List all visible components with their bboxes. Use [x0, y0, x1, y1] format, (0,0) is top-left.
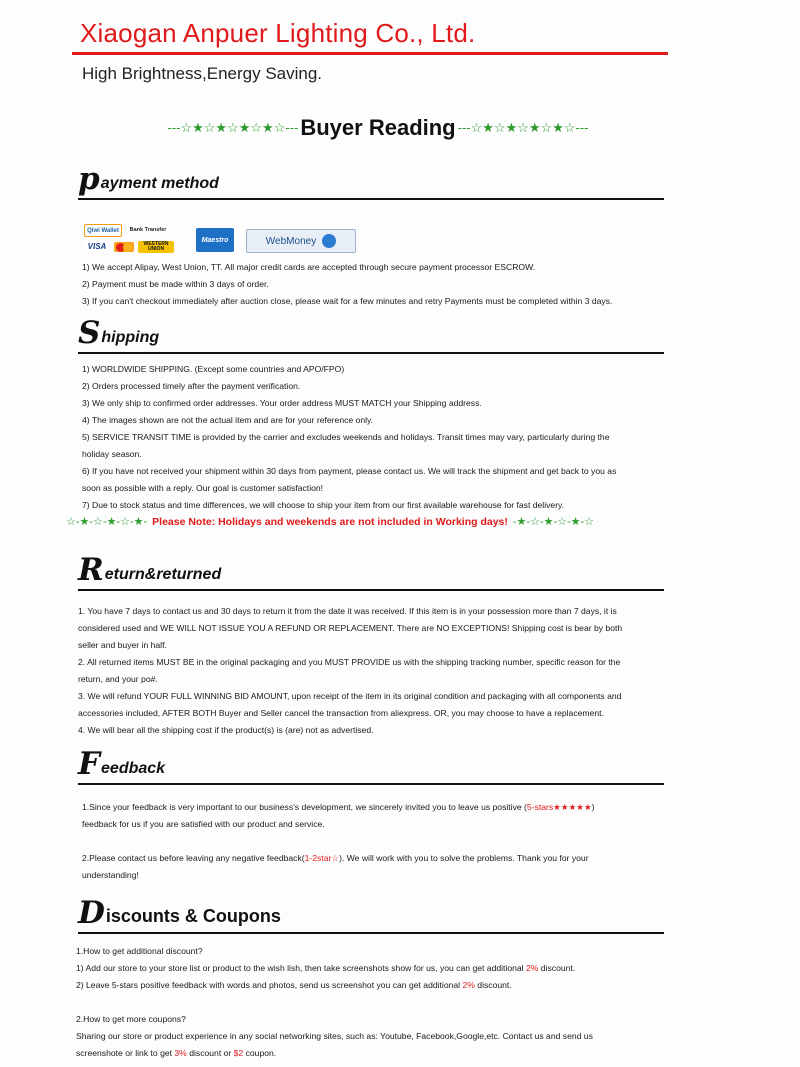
- section-rule: [78, 932, 664, 934]
- shipping-list: [82, 361, 616, 514]
- discounts-title-rest: iscounts & Coupons: [105, 906, 281, 926]
- list-item: 4. We will bear all the shipping cost if the product(s) is (are) not as advertised.: [78, 725, 374, 735]
- maestro-logo: Maestro: [196, 228, 234, 252]
- list-item: 3) We only ship to confirmed order addresses. Your order address MUST MATCH your Shipping address.: [82, 398, 482, 408]
- payment-title-initial: p: [78, 161, 100, 197]
- text-run: discount or: [186, 1048, 234, 1058]
- tagline: High Brightness,Energy Saving.: [82, 64, 323, 83]
- percent-highlight: 2%: [462, 980, 475, 990]
- shipping-title-initial: S: [78, 315, 101, 351]
- returns-list: [78, 603, 622, 739]
- list-item: soon as possible with a reply. Our goal is customer satisfaction!: [82, 483, 324, 493]
- western-union-logo: WESTERN UNION: [138, 241, 174, 253]
- feedback-paragraph-2-line-2: understanding!: [82, 870, 139, 880]
- holiday-note: [66, 515, 726, 528]
- list-item: considered used and WE WILL NOT ISSUE YOU A REFUND OR REPLACEMENT. There are NO EXCEPTIONS! Shipping cost is bear by both: [78, 623, 623, 633]
- mastercard-logo: [114, 242, 134, 252]
- text-run: ): [591, 802, 595, 812]
- stars-decoration-right: ---☆★☆★☆★☆★☆---: [457, 120, 589, 135]
- list-item: 2. All returned items MUST BE in the original packaging and you MUST PROVIDE us with the shipping tracking number, specific reason for the: [78, 657, 621, 667]
- globe-icon: [322, 234, 336, 248]
- list-item: 6) If you have not received your shipment within 30 days from payment, please contact us. We will track the shipment and get back to you as: [82, 466, 617, 476]
- coupon-line-1: Sharing our store or product experience in any social networking sites, such as: Youtube, Facebook,Google,etc. Contact us and send us: [76, 1031, 593, 1041]
- feedback-text: [82, 799, 595, 884]
- list-item: 1) WORLDWIDE SHIPPING. (Except some countries and APO/FPO): [82, 364, 345, 374]
- discount-answer-2: [76, 977, 593, 994]
- text-run: 1.Since your feedback is very important to our business's development, we sincerely invited you to leave us positive (: [82, 802, 527, 812]
- percent-highlight: 2%: [525, 963, 539, 973]
- buyer-reading-title: Buyer Reading: [300, 115, 456, 140]
- negative-star-highlight: 1-2star☆: [304, 853, 340, 863]
- feedback-paragraph-2: [82, 850, 595, 867]
- text-run: discount.: [538, 963, 576, 973]
- five-stars-highlight: 5-stars★★★★★: [526, 802, 592, 812]
- webmoney-label: WebMoney: [265, 235, 317, 247]
- feedback-title-initial: F: [78, 746, 101, 782]
- list-item: accessories included, AFTER BOTH Buyer and Seller cancel the transaction from aliexpress. OR, you may choose to have a replacement.: [78, 708, 604, 718]
- list-item: 7) Due to stock status and time differences, we will choose to ship your item from our first available warehouse for fast delivery.: [82, 500, 565, 510]
- returns-title-initial: R: [78, 552, 104, 588]
- section-header-discounts: [78, 894, 660, 936]
- percent-highlight: 3%: [174, 1048, 187, 1058]
- text-run: 2.Please contact us before leaving any negative feedback(: [82, 853, 305, 863]
- list-item: holiday season.: [82, 449, 142, 459]
- feedback-paragraph-1: [82, 799, 595, 816]
- shipping-title-rest: hipping: [101, 329, 160, 346]
- stars-decoration-left: ☆-★-☆-★-☆-★-: [66, 516, 148, 528]
- text-run: 2) Leave 5-stars positive feedback with words and photos, send us screenshot you can get additional: [76, 980, 463, 990]
- section-rule: [78, 589, 664, 591]
- list-item: seller and buyer in half.: [78, 640, 167, 650]
- list-item: 1. You have 7 days to contact us and 30 days to return it from the date it was received. If this item is in your possession more than 7 days, it is: [78, 606, 617, 616]
- discount-question-1: 1.How to get additional discount?: [76, 946, 203, 956]
- text-run: coupon.: [243, 1048, 277, 1058]
- text-run: discount.: [474, 980, 512, 990]
- discount-question-2: 2.How to get more coupons?: [76, 1014, 186, 1024]
- stars-decoration-right: -★-☆-★-☆-★-☆: [512, 516, 595, 528]
- section-header-shipping: [78, 314, 668, 356]
- visa-logo: VISA: [84, 241, 110, 252]
- holiday-note-text: Please Note: Holidays and weekends are not included in Working days!: [152, 515, 508, 528]
- webmoney-logo: [246, 229, 356, 253]
- discount-answer-1: [76, 960, 593, 977]
- section-rule: [78, 198, 664, 200]
- header-red-divider: [72, 52, 668, 55]
- coupon-amount-highlight: $2: [233, 1048, 244, 1058]
- list-item: 4) The images shown are not the actual item and are for your reference only.: [82, 415, 374, 425]
- payment-list: [82, 259, 612, 310]
- coupon-line-2: [76, 1045, 593, 1062]
- payment-logos: [84, 224, 364, 256]
- company-name: Xiaogan Anpuer Lighting Co., Ltd.: [80, 18, 476, 48]
- section-rule: [78, 352, 664, 354]
- section-header-payment: [78, 160, 668, 202]
- list-item: 3. We will refund YOUR FULL WINNING BID AMOUNT, upon receipt of the item in its original condition and packaging with all components and: [78, 691, 622, 701]
- text-run: 1) Add our store to your store list or product to the wish lish, then take screenshots show for us, you can get additional: [76, 963, 526, 973]
- list-item: return, and your po#.: [78, 674, 158, 684]
- payment-title-rest: ayment method: [100, 175, 219, 192]
- section-rule: [78, 783, 664, 785]
- discounts-title-initial: D: [78, 895, 105, 931]
- section-header-returns: [78, 551, 668, 593]
- bank-transfer-logo: Bank Transfer: [128, 224, 168, 235]
- buyer-reading-banner: [78, 113, 678, 143]
- stars-decoration-left: ---☆★☆★☆★☆★☆---: [167, 120, 299, 135]
- list-item: 1) We accept Alipay, West Union, TT. All major credit cards are accepted through secure payment processor ESCROW.: [82, 262, 536, 272]
- qiwi-wallet-logo: Qiwi Wallet: [84, 224, 122, 237]
- feedback-paragraph-1-line-2: feedback for us if you are satisfied with our product and service.: [82, 819, 325, 829]
- text-run: screenshote or link to get: [76, 1048, 175, 1058]
- list-item: 5) SERVICE TRANSIT TIME is provided by the carrier and excludes weekends and holidays. Transit times may vary, particularly during the: [82, 432, 610, 442]
- section-header-feedback: [78, 745, 668, 787]
- discounts-text: [76, 943, 593, 1062]
- text-run: ). We will work with you to solve the problems. Thank you for your: [339, 853, 589, 863]
- feedback-title-rest: eedback: [101, 760, 166, 777]
- list-item: 2) Payment must be made within 3 days of order.: [82, 279, 269, 289]
- list-item: 2) Orders processed timely after the payment verification.: [82, 381, 301, 391]
- list-item: 3) If you can't checkout immediately after auction close, please wait for a few minutes and retry Payments must be completed within 3 days.: [82, 296, 613, 306]
- returns-title-rest: eturn&returned: [104, 566, 222, 583]
